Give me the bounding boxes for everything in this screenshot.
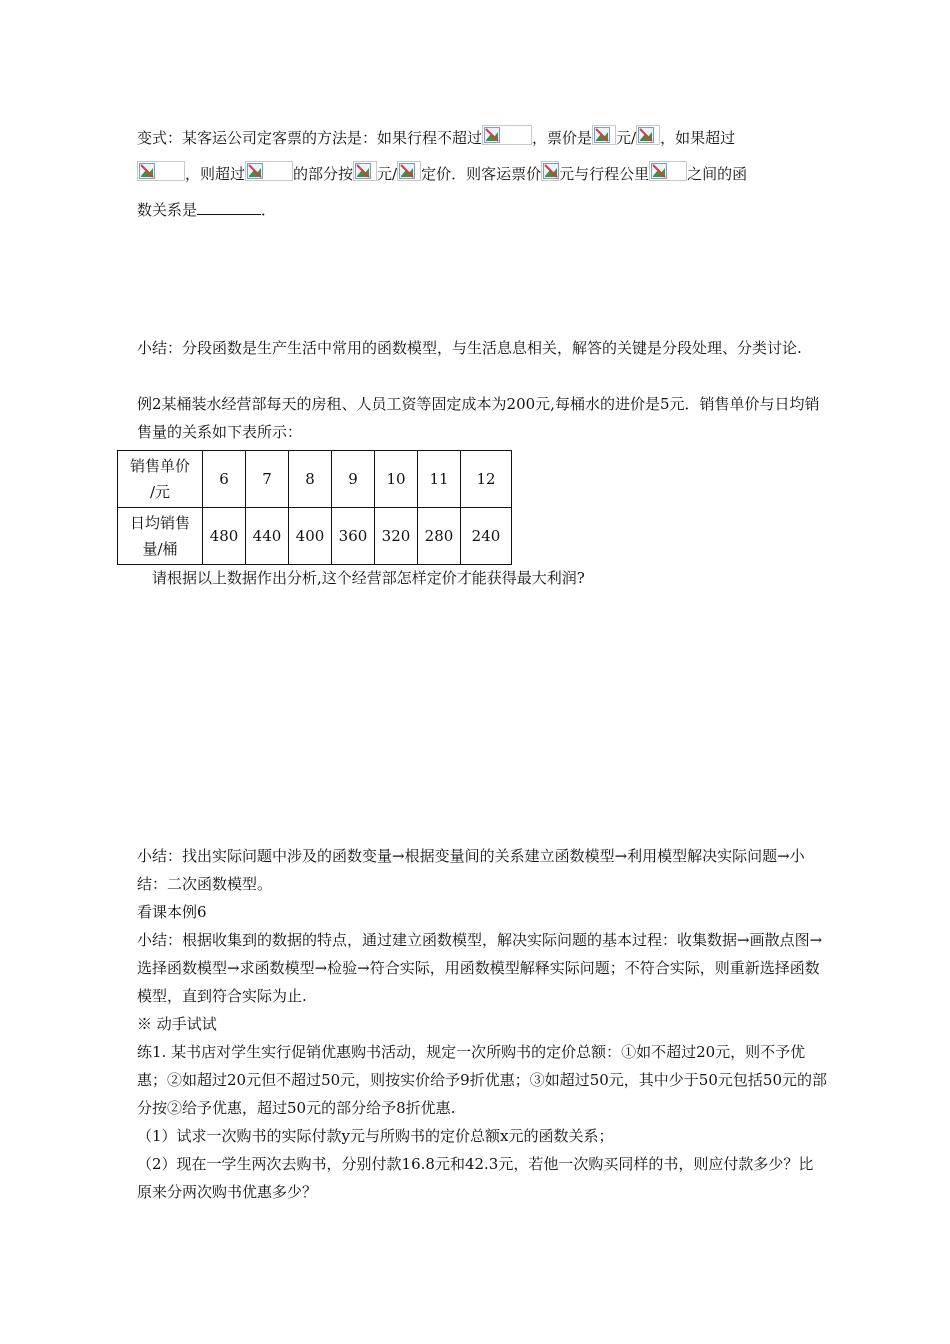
table-cell: 400 <box>289 508 332 565</box>
broken-image-icon <box>541 161 559 181</box>
table-row <box>118 508 512 565</box>
table-cell: 8 <box>289 451 332 508</box>
sales-table <box>117 450 512 565</box>
summary-piecewise: 小结：分段函数是生产生活中常用的函数模型，与生活息息相关，解答的关键是分段处理、分类讨论. <box>137 339 802 357</box>
table-cell: 440 <box>246 508 289 565</box>
table-cell: 320 <box>375 508 418 565</box>
broken-image-icon <box>636 125 660 145</box>
exercise-1-q1: （1）试求一次购书的实际付款y元与所购书的定价总额x元的函数关系； <box>137 1127 614 1145</box>
table-cell: 10 <box>375 451 418 508</box>
broken-image-icon <box>592 125 616 145</box>
exercise-1: 练1. 某书店对学生实行促销优惠购书活动，规定一次所购书的定价总额：①如不超过20元，则不予优惠；②如超过20元但不超过50元，则按实价给予9折优惠；③如超过50元，其中少于50元包括50元的部分按②给予优惠，超过50元的部分给予8折优惠. <box>137 1043 827 1117</box>
example-2: 例2某桶装水经营部每天的房租、人员工资等固定成本为200元,每桶水的进价是5元．销售单价与日均销售量的关系如下表所示： <box>137 395 820 441</box>
broken-image-icon <box>245 161 293 181</box>
table-cell: 240 <box>461 508 512 565</box>
table-header-cell: 销售单价 /元 <box>118 451 203 508</box>
table-cell: 12 <box>461 451 512 508</box>
table-row <box>118 451 512 508</box>
answer-blank <box>197 200 261 215</box>
table-cell: 7 <box>246 451 289 508</box>
variant-paragraph: 变式：某客运公司定客票的方法是：如果行程不超过 ，票价是 元/ ，如果超过 ，则超过 的部分按 元/ 定价．则客运票价 元与行程公里 之间的函 数关系是 ． <box>137 124 827 224</box>
broken-image-icon <box>397 161 421 181</box>
see-textbook-example: 看课本例6 <box>137 903 207 921</box>
table-cell: 9 <box>332 451 375 508</box>
summary-modeling: 小结：找出实际问题中涉及的函数变量→根据变量间的关系建立函数模型→利用模型解决实际问题→小结：二次函数模型。 <box>137 847 805 893</box>
exercise-1-q2: （2）现在一学生两次去购书，分别付款16.8元和42.3元，若他一次购买同样的书，则应付款多少？比原来分两次购书优惠多少？ <box>137 1155 814 1201</box>
broken-image-icon <box>137 161 185 181</box>
table-cell: 360 <box>332 508 375 565</box>
try-heading: ※ 动手试试 <box>137 1015 217 1033</box>
summary-process: 小结：根据收集到的数据的特点，通过建立函数模型，解决实际问题的基本过程：收集数据→画散点图→选择函数模型→求函数模型→检验→符合实际，用函数模型解释实际问题；不符合实际，则重新选择函数模型，直到符合实际为止. <box>137 931 823 1005</box>
broken-image-icon <box>649 161 687 181</box>
broken-image-icon <box>353 161 377 181</box>
table-cell: 11 <box>418 451 461 508</box>
table-cell: 280 <box>418 508 461 565</box>
table-cell: 6 <box>203 451 246 508</box>
table-cell: 480 <box>203 508 246 565</box>
profit-question: 请根据以上数据作出分析,这个经营部怎样定价才能获得最大利润? <box>152 569 585 587</box>
variant-text: 变式：某客运公司定客票的方法是：如果行程不超过 <box>137 129 483 147</box>
table-header-cell: 日均销售 量/桶 <box>118 508 203 565</box>
broken-image-icon <box>482 125 532 145</box>
